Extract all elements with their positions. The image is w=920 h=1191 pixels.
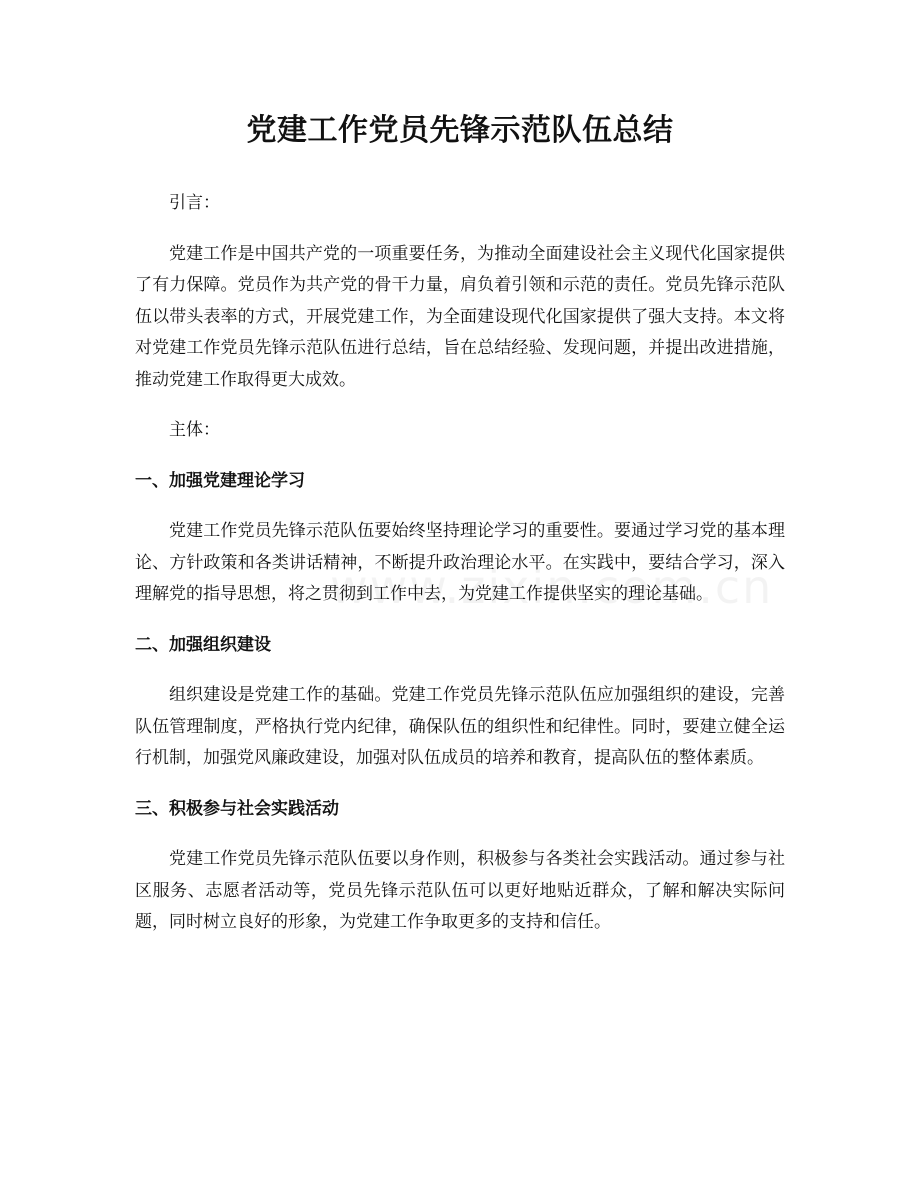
intro-label: 引言： (169, 193, 220, 213)
section-heading-2: 二、加强组织建设 (135, 634, 271, 655)
section-paragraph-2: 组织建设是党建工作的基础。党建工作党员先锋示范队伍应加强组织的建设，完善队伍管理制度，严格执行党内纪律，确保队伍的组织性和纪律性。同时，要建立健全运行机制，加强党风廉政建设，加强对队伍成员的培养和教育，提高队伍的整体素质。 (135, 685, 785, 768)
section-heading-1: 一、加强党建理论学习 (135, 470, 305, 491)
section-paragraph-1: 党建工作党员先锋示范队伍要始终坚持理论学习的重要性。要通过学习党的基本理论、方针政策和各类讲话精神，不断提升政治理论水平。在实践中，要结合学习，深入理解党的指导思想，将之贯彻到工作中去，为党建工作提供坚实的理论基础。 (135, 521, 785, 604)
section-heading-3: 三、积极参与社会实践活动 (135, 798, 339, 819)
document-content (135, 108, 785, 958)
section-paragraph-3: 党建工作党员先锋示范队伍要以身作则，积极参与各类社会实践活动。通过参与社区服务、志愿者活动等，党员先锋示范队伍可以更好地贴近群众，了解和解决实际问题，同时树立良好的形象，为党建工作争取更多的支持和信任。 (135, 849, 785, 932)
body-label: 主体： (169, 420, 220, 440)
document-title: 党建工作党员先锋示范队伍总结 (246, 113, 674, 148)
intro-paragraph: 党建工作是中国共产党的一项重要任务，为推动全面建设社会主义现代化国家提供了有力保障。党员作为共产党的骨干力量，肩负着引领和示范的责任。党员先锋示范队伍以带头表率的方式，开展党建工作，为全面建设现代化国家提供了强大支持。本文将对党建工作党员先锋示范队伍进行总结，旨在总结经验、发现问题，并提出改进措施，推动党建工作取得更大成效。 (135, 243, 785, 390)
